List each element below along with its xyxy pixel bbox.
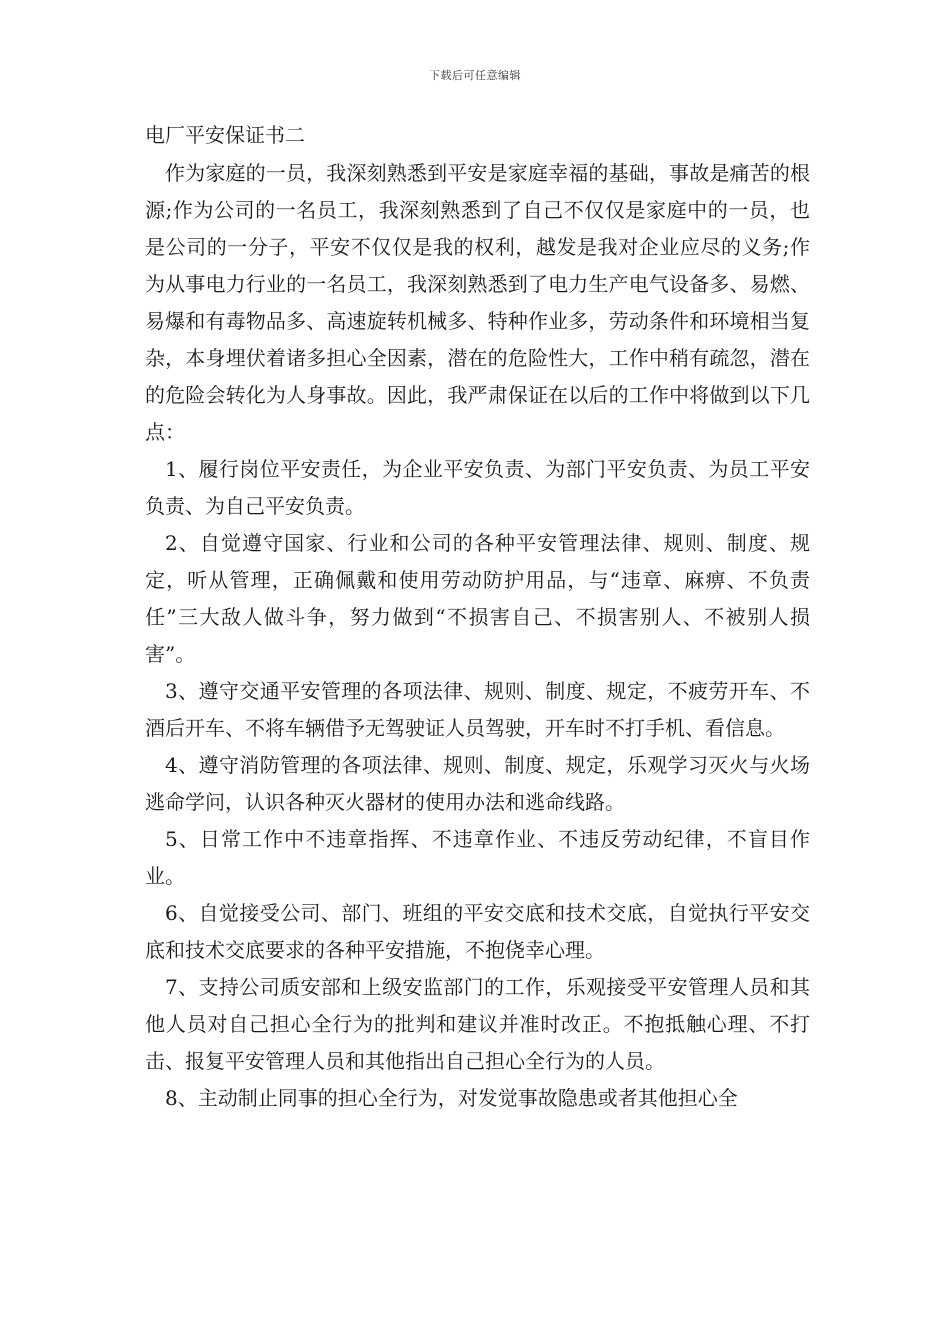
page-header: 下载后可任意编辑: [429, 69, 521, 82]
document-body: [145, 155, 810, 1117]
paragraph-item-8: 8、主动制止同事的担心全行为，对发觉事故隐患或者其他担心全: [165, 1086, 738, 1110]
paragraph-intro: 作为家庭的一员，我深刻熟悉到平安是家庭幸福的基础，事故是痛苦的根源;作为公司的一名员工，我深刻熟悉到了自己不仅仅是家庭中的一员，也是公司的一分子，平安不仅仅是我的权利，越发是我对企业应尽的义务;作为从事电力行业的一名员工，我深刻熟悉到了电力生产电气设备多、易燃、易爆和有毒物品多、高速旋转机械多、特种作业多，劳动条件和环境相当复杂，本身埋伏着诸多担心全因素，潜在的危险性大，工作中稍有疏忽，潜在的危险会转化为人身事故。因此，我严肃保证在以后的工作中将做到以下几点：: [145, 161, 810, 444]
paragraph-item-3: 3、遵守交通平安管理的各项法律、规则、制度、规定，不疲劳开车、不酒后开车、不将车辆借予无驾驶证人员驾驶，开车时不打手机、看信息。: [145, 679, 810, 740]
paragraph-item-6: 6、自觉接受公司、部门、班组的平安交底和技术交底，自觉执行平安交底和技术交底要求的各种平安措施，不抱侥幸心理。: [145, 901, 810, 962]
paragraph-item-1: 1、履行岗位平安责任，为企业平安负责、为部门平安负责、为员工平安负责、为自己平安负责。: [145, 457, 810, 518]
document-title: 电厂平安保证书二: [145, 123, 305, 147]
paragraph-item-5: 5、日常工作中不违章指挥、不违章作业、不违反劳动纪律，不盲目作业。: [145, 827, 810, 888]
paragraph-item-2: 2、自觉遵守国家、行业和公司的各种平安管理法律、规则、制度、规定，听从管理，正确佩戴和使用劳动防护用品，与“违章、麻痹、不负责任”三大敌人做斗争，努力做到“不损害自己、不损害别人、不被别人损害”。: [145, 531, 810, 666]
paragraph-item-4: 4、遵守消防管理的各项法律、规则、制度、规定，乐观学习灭火与火场逃命学问，认识各种灭火器材的使用办法和逃命线路。: [145, 753, 810, 814]
paragraph-item-7: 7、支持公司质安部和上级安监部门的工作，乐观接受平安管理人员和其他人员对自己担心全行为的批判和建议并准时改正。不抱抵触心理、不打击、报复平安管理人员和其他指出自己担心全行为的人员。: [145, 975, 810, 1073]
